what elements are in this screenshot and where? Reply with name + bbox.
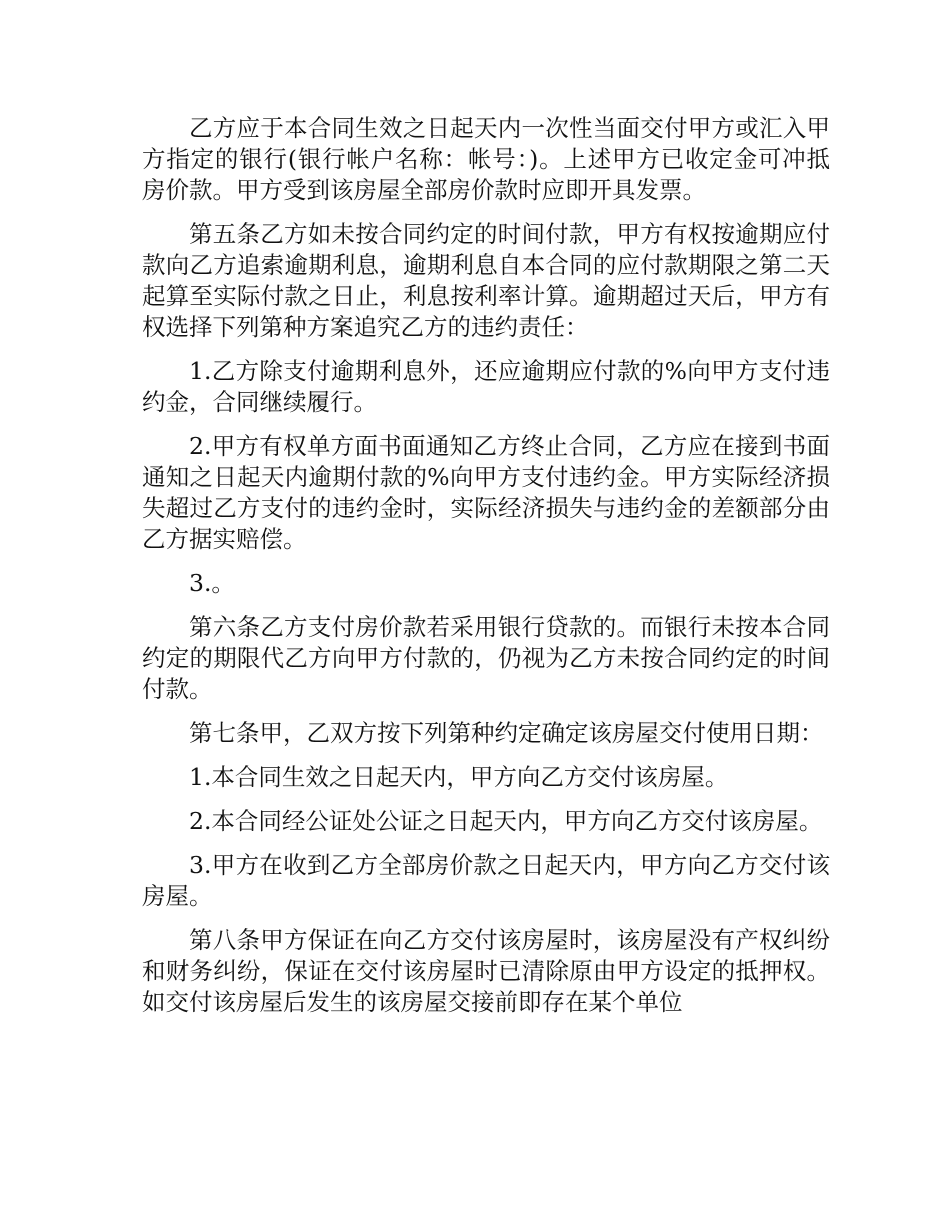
paragraph-payment-terms: 乙方应于本合同生效之日起天内一次性当面交付甲方或汇入甲方指定的银行(银行帐户名称：帐号：)。上述甲方已收定金可冲抵房价款。甲方受到该房屋全部房价款时应即开具发票。	[142, 114, 830, 204]
paragraph-article-7-item-1: 1.本合同生效之日起天内，甲方向乙方交付该房屋。	[189, 763, 729, 791]
paragraph-article-5: 第五条乙方如未按合同约定的时间付款，甲方有权按逾期应付款向乙方追索逾期利息，逾期利息自本合同的应付款期限之第二天起算至实际付款之日止，利息按利率计算。逾期超过天后，甲方有权选择下列第种方案追究乙方的违约责任：	[142, 220, 830, 341]
paragraph-article-5-item-3: 3.。	[189, 569, 235, 597]
document-body	[142, 113, 830, 1031]
paragraph-article-5-item-1: 1.乙方除支付逾期利息外，还应逾期应付款的%向甲方支付违约金，合同继续履行。	[142, 357, 830, 416]
paragraph-article-7: 第七条甲，乙双方按下列第种约定确定该房屋交付使用日期：	[189, 719, 824, 747]
paragraph-article-7-item-3: 3.甲方在收到乙方全部房价款之日起天内，甲方向乙方交付该房屋。	[142, 851, 830, 910]
paragraph-article-6: 第六条乙方支付房价款若采用银行贷款的。而银行未按本合同约定的期限代乙方向甲方付款的，仍视为乙方未按合同约定的时间付款。	[142, 613, 830, 703]
paragraph-article-7-item-2: 2.本合同经公证处公证之日起天内，甲方向乙方交付该房屋。	[189, 807, 823, 835]
paragraph-article-5-item-2: 2.甲方有权单方面书面通知乙方终止合同，乙方应在接到书面通知之日起天内逾期付款的%向甲方支付违约金。甲方实际经济损失超过乙方支付的违约金时，实际经济损失与违约金的差额部分由乙方据实赔偿。	[142, 432, 830, 553]
paragraph-article-8: 第八条甲方保证在向乙方交付该房屋时，该房屋没有产权纠纷和财务纠纷，保证在交付该房屋时已清除原由甲方设定的抵押权。如交付该房屋后发生的该房屋交接前即存在某个单位	[142, 926, 830, 1016]
